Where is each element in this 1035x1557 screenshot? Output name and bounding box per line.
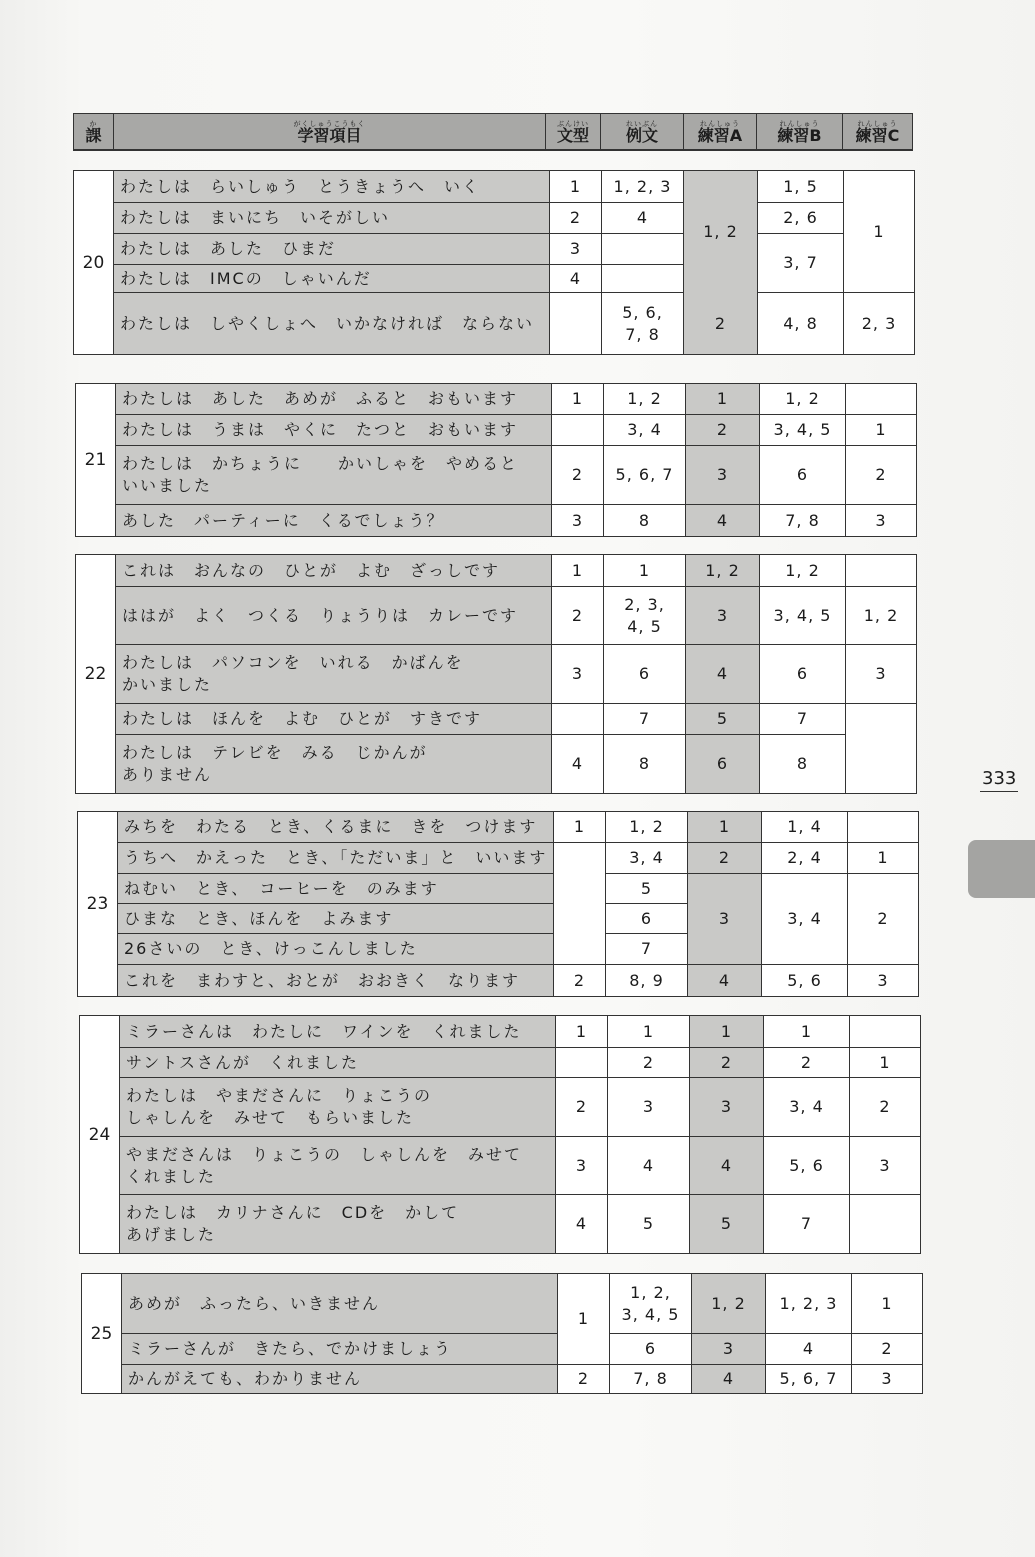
renshu-b-cell: 2 [764,1048,850,1078]
topic-cell: わたしは パソコンを いれる かばんを かいました [116,645,552,704]
topic-cell: わたしは カリナさんに CDを かして あげました [120,1195,556,1253]
bunkei-cell: 2 [550,203,602,234]
topic-cell: わたしは あした ひまだ [114,234,550,265]
bunkei-cell [552,415,604,446]
renshu-a-cell: 3 [688,874,762,965]
renshu-b-cell: 6 [760,446,846,505]
renshu-b-cell: 1, 2 [760,384,846,415]
renshu-a-cell: 3 [690,1078,764,1137]
bunkei-cell: 1 [550,171,602,203]
renshu-a-cell: 3 [686,446,760,505]
reibun-cell: 1, 2, 3 [602,171,684,203]
bunkei-cell: 4 [552,735,604,793]
topic-cell: わたしは ほんを よむ ひとが すきです [116,704,552,735]
topic-cell: サントスさんが くれました [120,1048,556,1078]
reibun-cell: 4 [608,1137,690,1195]
renshu-c-cell [848,812,918,843]
lesson-21-block [75,383,917,537]
topic-cell: みちを わたる とき、くるまに きを つけます [118,812,554,843]
renshu-b-cell: 4, 8 [758,293,844,354]
lesson-number: 21 [76,384,116,536]
renshu-a-cell: 1 [686,384,760,415]
page-number: 333 [980,768,1018,792]
renshu-b-cell: 7 [760,704,846,735]
renshu-b-cell: 3, 4 [762,874,848,965]
renshu-a-cell: 2 [684,293,758,354]
renshu-c-cell: 3 [846,645,916,704]
topic-cell: あした パーティーに くるでしょう？ [116,505,552,536]
renshu-c-cell: 1, 2 [846,587,916,645]
renshu-b-cell: 1 [764,1016,850,1048]
bunkei-cell: 2 [558,1365,610,1393]
renshu-b-cell: 4 [766,1334,852,1365]
lesson-number: 24 [80,1016,120,1253]
reibun-cell: 1, 2, 3, 4, 5 [610,1274,692,1334]
reibun-cell: 1, 2 [604,384,686,415]
renshu-b-cell: 6 [760,645,846,704]
reibun-cell: 7 [606,934,688,965]
renshu-a-cell: 4 [690,1137,764,1195]
table-header [73,113,913,151]
renshu-c-cell: 2 [848,874,918,965]
renshu-a-cell: 4 [692,1365,766,1393]
renshu-a-cell: 1 [690,1016,764,1048]
renshu-a-cell: 1, 2 [692,1274,766,1334]
reibun-cell: 3, 4 [604,415,686,446]
renshu-a-cell: 3 [692,1334,766,1365]
renshu-c-cell: 1 [846,415,916,446]
bunkei-cell: 2 [556,1078,608,1137]
topic-cell: わたしは やまださんに りょこうの しゃしんを みせて もらいました [120,1078,556,1137]
renshu-c-cell [846,384,916,415]
reibun-cell: 3, 4 [606,843,688,874]
topic-cell: わたしは かちょうに かいしゃを やめると いいました [116,446,552,505]
reibun-cell: 1 [608,1016,690,1048]
renshu-b-cell: 1, 2, 3 [766,1274,852,1334]
bunkei-cell: 4 [556,1195,608,1253]
header-topic: がくしゅうこうもく 学習項目 [114,114,546,150]
renshu-a-cell: 3 [686,587,760,645]
topic-cell: ひまな とき、ほんを よみます [118,904,554,934]
renshu-a-cell: 5 [686,704,760,735]
reibun-cell: 8 [604,735,686,793]
renshu-a-cell: 4 [688,965,762,996]
renshu-c-cell [850,1195,920,1253]
renshu-a-cell: 1, 2 [684,171,758,293]
bunkei-cell: 2 [552,587,604,645]
bunkei-cell: 3 [556,1137,608,1195]
renshu-c-cell: 3 [881,1369,893,1388]
renshu-c-cell: 3 [877,970,889,990]
renshu-c-cell: 1 [848,843,918,874]
bunkei-cell: 3 [550,234,602,265]
lesson-number: 25 [82,1274,122,1393]
renshu-a-cell: 1, 2 [686,555,760,587]
header-renshu-a: れんしゅう 練習A [684,114,757,150]
topic-cell: ミラーさんは わたしに ワインを くれました [120,1016,556,1048]
renshu-c-cell: 2 [850,1078,920,1137]
topic-cell: これは おんなの ひとが よむ ざっしです [116,555,552,587]
renshu-a-cell: 1 [688,812,762,843]
renshu-c-cell: 3 [850,1137,920,1195]
lesson-number: 22 [76,555,116,793]
bunkei-cell: 1 [556,1016,608,1048]
renshu-c-cell: 2, 3 [861,313,897,333]
reibun-cell: 6 [604,645,686,704]
renshu-b-cell: 1, 4 [762,812,848,843]
lesson-22-block [75,554,917,794]
reibun-cell: 8 [604,505,686,536]
bunkei-cell: 1 [552,384,604,415]
bunkei-cell [552,704,604,735]
renshu-c-cell: 3 [875,510,887,530]
bunkei-cell: 1 [552,555,604,587]
renshu-a-cell: 6 [686,735,760,793]
header-renshu-b: れんしゅう 練習B [757,114,843,150]
renshu-c-cell: 1 [850,1048,920,1078]
reibun-cell: 7, 8 [610,1365,692,1393]
header-lesson: か 課 [74,114,114,150]
reibun-cell: 8, 9 [606,965,688,996]
reibun-cell [602,234,684,265]
bunkei-cell: 1 [554,812,606,843]
lesson-number: 20 [74,171,114,354]
bunkei-cell: 4 [550,265,602,293]
lesson-23-block [77,811,919,997]
renshu-b-cell: 5, 6 [764,1137,850,1195]
reibun-cell: 5, 6, 7, 8 [602,293,684,354]
renshu-c-cell: 1 [852,1274,922,1334]
renshu-a-cell: 5 [690,1195,764,1253]
renshu-b-cell: 3, 7 [758,234,844,293]
renshu-b-cell: 7 [764,1195,850,1253]
renshu-c-cell [846,555,916,587]
reibun-cell: 1, 2 [606,812,688,843]
topic-cell: うちへ かえった とき、「ただいま」と いいます [118,843,554,874]
renshu-b-cell: 8 [760,735,846,793]
reibun-cell: 5, 6, 7 [604,446,686,505]
topic-cell: わたしは らいしゅう とうきょうへ いく [114,171,550,203]
topic-cell: わたしは まいにち いそがしい [114,203,550,234]
topic-cell: ねむい とき、 コーヒーを のみます [118,874,554,904]
renshu-a-cell: 2 [690,1048,764,1078]
bunkei-cell: 2 [552,446,604,505]
renshu-c-cell: 1 [844,171,914,293]
renshu-b-cell: 2, 4 [762,843,848,874]
header-renshu-c: れんしゅう 練習C [843,114,912,150]
lesson-24-block [79,1015,921,1254]
bunkei-cell [556,1048,608,1078]
reibun-cell: 1 [604,555,686,587]
reibun-cell: 2 [608,1048,690,1078]
renshu-b-cell: 7, 8 [760,505,846,536]
reibun-cell: 2, 3, 4, 5 [604,587,686,645]
header-bunkei: ぶんけい 文型 [546,114,601,150]
reibun-cell: 4 [602,203,684,234]
thumb-index-tab [968,840,1035,898]
topic-cell: ミラーさんが きたら、でかけましょう [122,1334,558,1365]
topic-cell: 26さいの とき、けっこんしました [118,934,554,965]
topic-cell: わたしは テレビを みる じかんが ありません [116,735,552,793]
renshu-b-cell: 3, 4, 5 [760,587,846,645]
renshu-b-cell: 2, 6 [758,203,844,234]
bunkei-cell: 2 [554,965,606,996]
header-reibun: れいぶん 例文 [601,114,684,150]
reibun-cell [602,265,684,293]
topic-cell: わたしは しやくしょへ いかなければ ならない [114,293,550,354]
renshu-a-cell: 4 [686,645,760,704]
bunkei-cell [554,843,606,965]
topic-cell: わたしは うまは やくに たつと おもいます [116,415,552,446]
topic-cell: かんがえても、わかりません [122,1365,558,1393]
renshu-b-cell: 5, 6, 7 [766,1365,852,1393]
renshu-b-cell: 5, 6 [762,965,848,996]
bunkei-cell: 3 [552,505,604,536]
topic-cell: これを まわすと、おとが おおきく なります [118,965,554,996]
bunkei-cell: 1 [558,1274,610,1365]
reibun-cell: 5 [606,874,688,904]
renshu-c-cell: 2 [846,446,916,505]
topic-cell: わたしは IMCの しゃいんだ [114,265,550,293]
reibun-cell: 6 [610,1334,692,1365]
renshu-b-cell: 3, 4, 5 [760,415,846,446]
topic-cell: やまださんは りょこうの しゃしんを みせて くれました [120,1137,556,1195]
renshu-c-cell [846,704,916,793]
topic-cell: わたしは あした あめが ふると おもいます [116,384,552,415]
lesson-25-block [81,1273,923,1394]
renshu-b-cell: 3, 4 [764,1078,850,1137]
reibun-cell: 3 [608,1078,690,1137]
renshu-b-cell: 1, 2 [760,555,846,587]
reibun-cell: 7 [604,704,686,735]
topic-cell: あめが ふったら、いきません [122,1274,558,1334]
renshu-c-cell [850,1016,920,1048]
bunkei-cell: 3 [552,645,604,704]
reibun-cell: 5 [608,1195,690,1253]
renshu-b-cell: 1, 5 [758,171,844,203]
bunkei-cell [550,293,602,354]
lesson-number: 23 [78,812,118,996]
topic-cell: ははが よく つくる りょうりは カレーです [116,587,552,645]
reibun-cell: 6 [606,904,688,934]
lesson-20-block [73,170,915,355]
renshu-a-cell: 4 [686,505,760,536]
renshu-a-cell: 2 [686,415,760,446]
renshu-a-cell: 2 [688,843,762,874]
renshu-c-cell: 2 [852,1334,922,1365]
